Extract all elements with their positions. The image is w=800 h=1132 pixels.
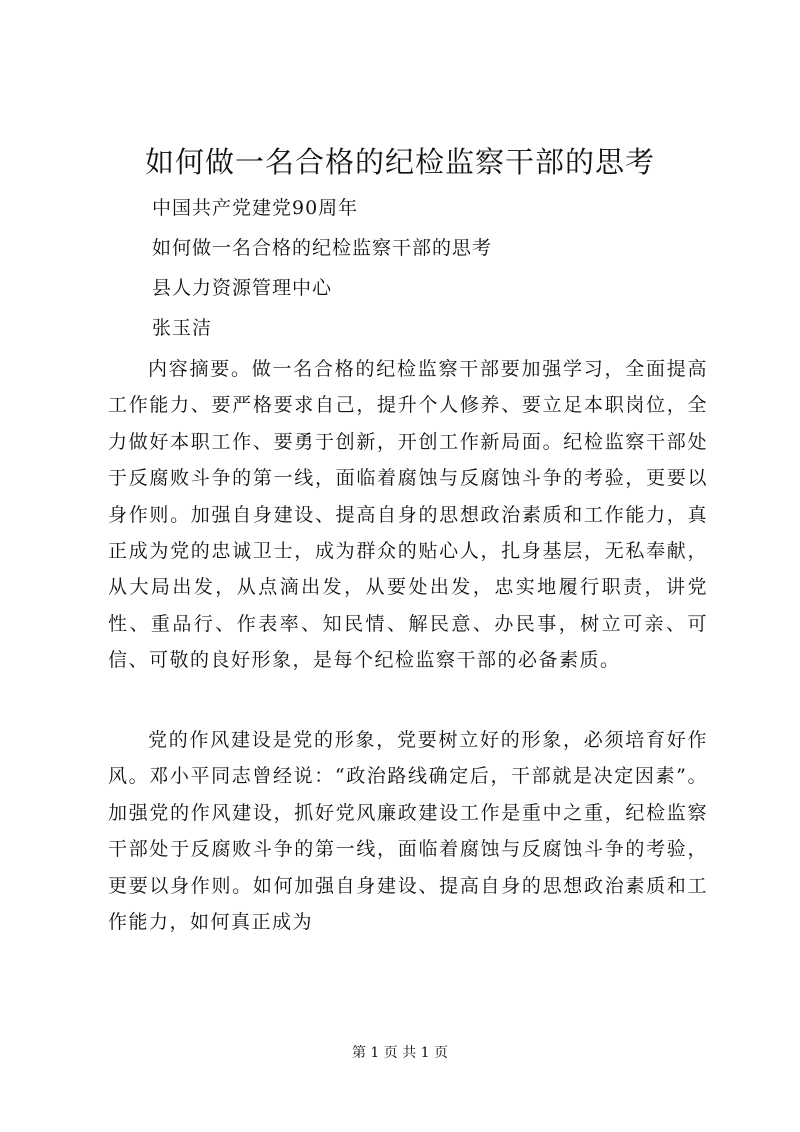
document-title: 如何做一名合格的纪检监察干部的思考 xyxy=(144,145,655,179)
abstract-paragraph: 内容摘要。做一名合格的纪检监察干部要加强学习，全面提高工作能力、要严格要求自己，提升个人修养、要立足本职岗位，全力做好本职工作、要勇于创新，开创工作新局面。纪检监察干部处于反腐败斗争的第一线，面临着腐蚀与反腐蚀斗争的考验，更要以身作则。加强自身建设、提高自身的思想政治素质和工作能力，真正成为党的忠诚卫士，成为群众的贴心人，扎身基层，无私奉献，从大局出发，从点滴出发，从要处出发，忠实地履行职责，讲党性、重品行、作表率、知民情、解民意、办民事，树立可亲、可信、可敬的良好形象，是每个纪检监察干部的必备素质。 xyxy=(108,358,708,672)
subtitle-line: 如何做一名合格的纪检监察干部的思考 xyxy=(152,237,493,259)
body-paragraph: 党的作风建设是党的形象，党要树立好的形象，必须培育好作风。邓小平同志曾经说：“政治路线确定后，干部就是决定因素”。加强党的作风建设，抓好党风廉政建设工作是重中之重，纪检监察干部处于反腐败斗争的第一线，面临着腐蚀与反腐蚀斗争的考验，更要以身作则。如何加强自身建设、提高自身的思想政治素质和工作能力，如何真正成为 xyxy=(108,729,708,934)
organization-line: 县人力资源管理中心 xyxy=(152,277,333,299)
author-line: 张玉洁 xyxy=(152,317,213,339)
page-footer: 第 1 页 共 1 页 xyxy=(351,1045,449,1061)
occasion-line: 中国共产党建党90周年 xyxy=(152,197,359,219)
